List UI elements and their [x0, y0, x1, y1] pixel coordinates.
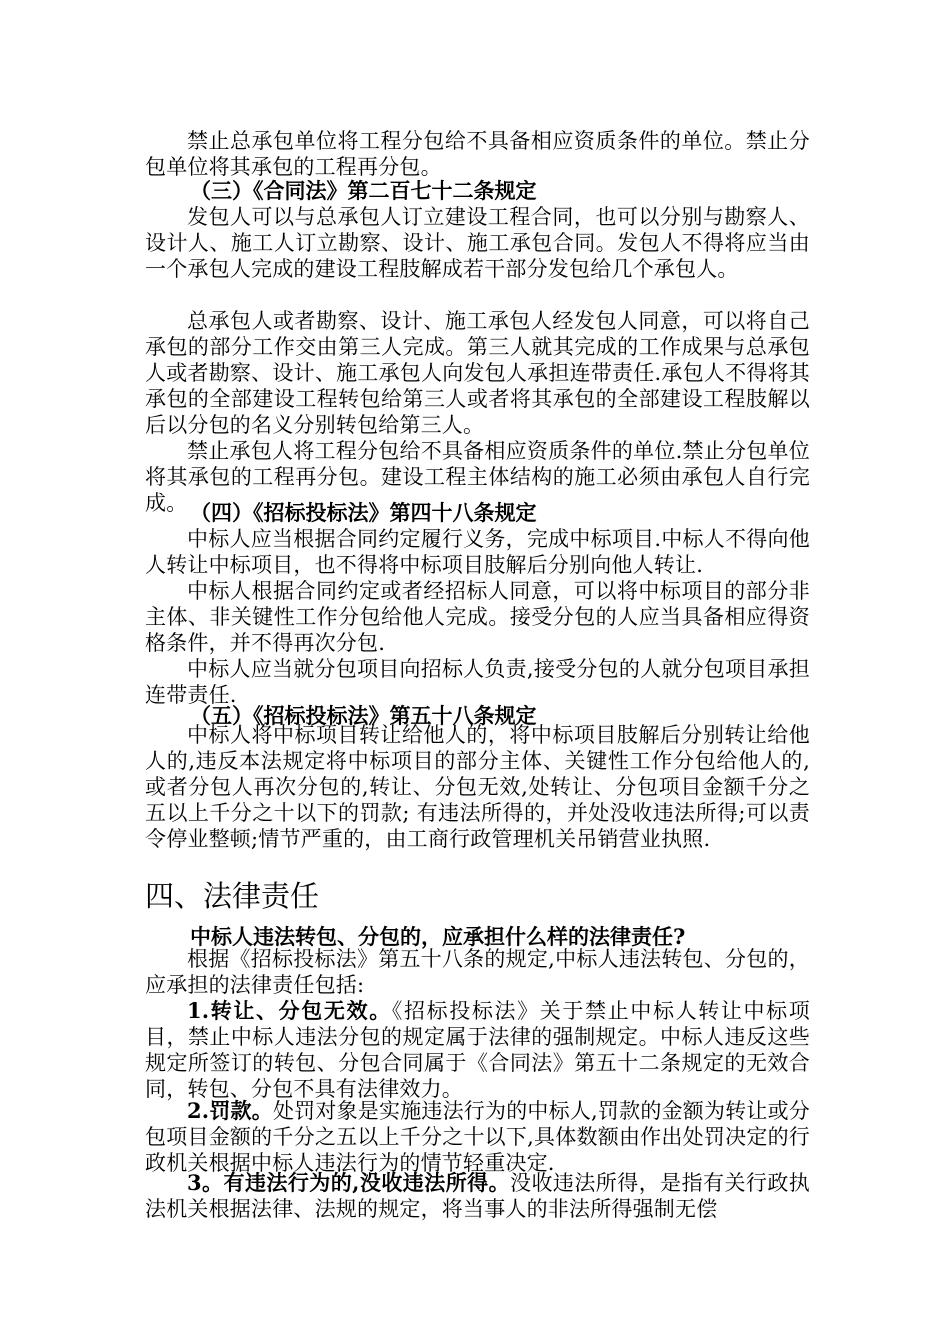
- question-heading: 中标人违法转包、分包的，应承担什么样的法律责任?: [190, 924, 686, 949]
- paragraph-contractor-ban: 禁止承包人将工程分包给不具备相应资质条件的单位.禁止分包单位将其承包的工程再分包。建设工程主体结构的施工必须由承包人自行完成。: [145, 439, 810, 515]
- item-confiscation: [145, 1170, 810, 1222]
- paragraph-subcontract-ban: 禁止总承包单位将工程分包给不具备相应资质条件的单位。禁止分包单位将其承包的工程再分包。: [145, 129, 810, 179]
- heading-bidding-law-48: （四）《招标投标法》第四十八条规定: [190, 500, 537, 525]
- paragraph-winner-obligations: 中标人应当根据合同约定履行义务，完成中标项目.中标人不得向他人转让中标项目，也不得将中标项目肢解后分别向他人转让.: [145, 527, 810, 577]
- item-invalid-transfer-lead: 1.转让、分包无效。: [187, 998, 392, 1023]
- paragraph-penalties: 中标人将中标项目转让给他人的，将中标项目肢解后分别转让给他人的,违反本法规定将中标项目的部分主体、关键性工作分包给他人的,或者分包人再次分包的,转让、分包无效,处转让、分包项目金额千分之五以上千分之十以下的罚款; 有违法所得的，并处没收违法所得;可以责令停业整顿;情节严重的，由工商行政管理机关吊销营业执照.: [145, 723, 810, 851]
- paragraph-contract-parties: 发包人可以与总承包人订立建设工程合同，也可以分别与勘察人、设计人、施工人订立勘察、设计、施工承包合同。发包人不得将应当由一个承包人完成的建设工程肢解成若干部分发包给几个承包人。: [145, 205, 810, 281]
- paragraph-winner-responsibility: 中标人应当就分包项目向招标人负责,接受分包的人就分包项目承担连带责任.: [145, 657, 810, 707]
- item-fine: [145, 1098, 810, 1176]
- section-title-legal-liability: 四、法律责任: [145, 879, 320, 913]
- item-fine-text: 处罚对象是实施违法行为的中标人,罚款的金额为转让或分包项目金额的千分之五以上千分之十以下,具体数额由作出处罚决定的行政机关根据中标人违法行为的情节轻重决定.: [145, 1099, 810, 1175]
- item-confiscation-lead: 3。有违法行为的,没收违法所得。: [187, 1170, 511, 1195]
- item-invalid-transfer-text: 《招标投标法》关于禁止中标人转让中标项目，禁止中标人违法分包的规定属于法律的强制规定。中标人违反这些规定所签订的转包、分包合同属于《合同法》第五十二条规定的无效合同，转包、分包不具有法律效力。: [145, 999, 810, 1101]
- item-invalid-transfer: [145, 998, 810, 1102]
- heading-bidding-law-58: （五）《招标投标法》第五十八条规定: [190, 703, 537, 728]
- paragraph-winner-subcontract: 中标人根据合同约定或者经招标人同意，可以将中标项目的部分非主体、非关键性工作分包给他人完成。接受分包的人应当具备相应得资格条件，并不得再次分包.: [145, 579, 810, 655]
- heading-contract-law-272: （三）《合同法》第二百七十二条规定: [190, 178, 537, 203]
- item-confiscation-text: 没收违法所得，是指有关行政执法机关根据法律、法规的规定，将当事人的非法所得强制无偿: [145, 1171, 810, 1221]
- paragraph-liability-intro: 根据《招标投标法》第五十八条的规定,中标人违法转包、分包的，应承担的法律责任包括:: [145, 947, 810, 997]
- item-fine-lead: 2.罚款。: [187, 1098, 273, 1123]
- paragraph-general-contractor: 总承包人或者勘察、设计、施工承包人经发包人同意，可以将自己承包的部分工作交由第三人完成。第三人就其完成的工作成果与总承包人或者勘察、设计、施工承包人向发包人承担连带责任.承包人不得将其承包的全部建设工程转包给第三人或者将其承包的全部建设工程肢解以后以分包的名义分别转包给第三人。: [145, 309, 810, 437]
